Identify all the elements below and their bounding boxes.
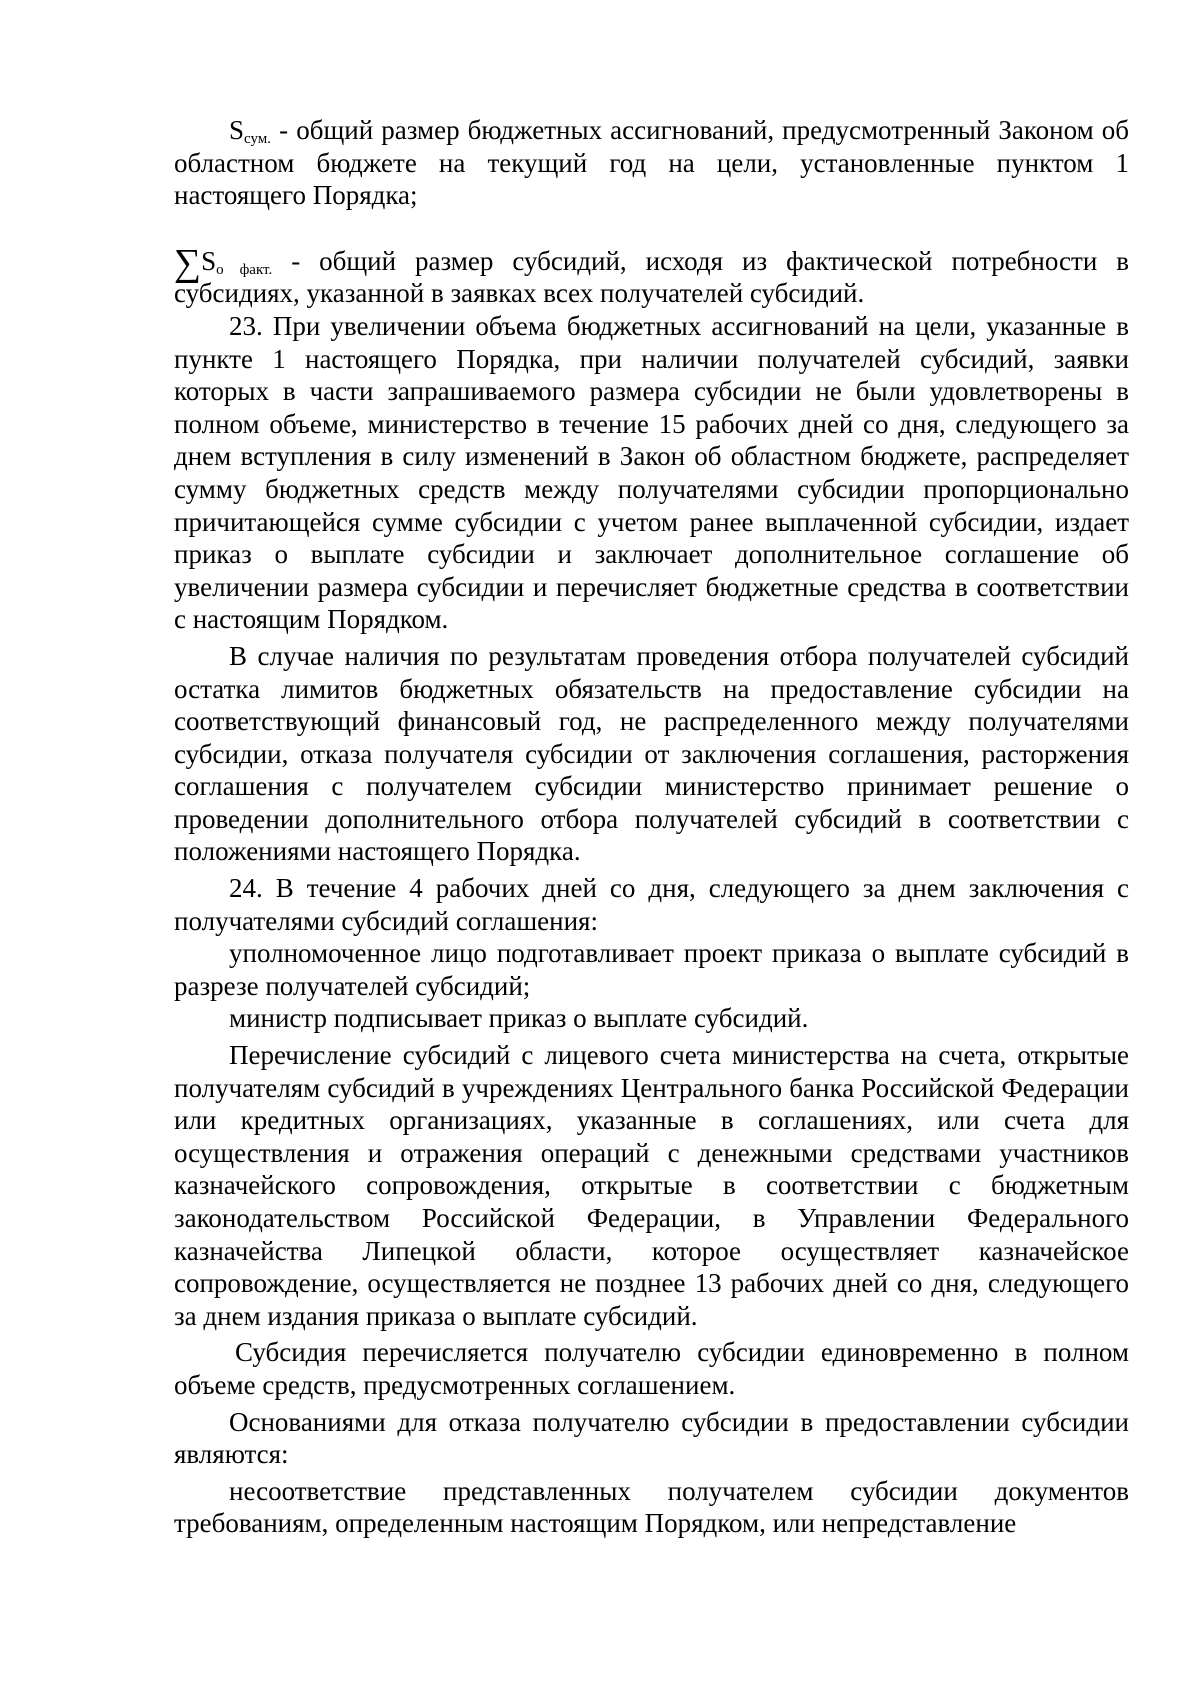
document-body bbox=[174, 114, 1129, 1540]
paragraph-lump-sum: Субсидия перечисляется получателю субсидии единовременно в полном объеме средств, предусмотренных соглашением. bbox=[174, 1337, 1129, 1400]
s-sum-text: - общий размер бюджетных ассигнований, предусмотренный Законом об областном бюджете на текущий год на цели, установленные пунктом 1 настоящего Порядка; bbox=[174, 115, 1129, 211]
s-sum-subscript: сум. bbox=[244, 131, 272, 147]
paragraph-23: 23. При увеличении объема бюджетных ассигнований на цели, указанные в пункте 1 настоящего Порядка, при наличии получателей субсидий, заявки которых в части запрашиваемого размера субсидии не были удовлетворены в полном объеме, министерство в течение 15 рабочих дней со дня, следующего за днем вступления в силу изменений в Закон об областном бюджете, распределяет сумму бюджетных средств между получателями субсидии пропорционально причитающейся сумме субсидии с учетом ранее выплаченной субсидии, издает приказ о выплате субсидии и заключает дополнительное соглашение об увеличении размера субсидии и перечисляет бюджетные средства в соответствии с настоящим Порядком. bbox=[174, 310, 1129, 635]
sum-symbol: ∑ bbox=[174, 241, 202, 284]
paragraph-minister-signs: министр подписывает приказ о выплате субсидий. bbox=[229, 1003, 809, 1034]
s-fact-definition bbox=[174, 241, 1129, 310]
s-sum-definition bbox=[174, 114, 1129, 212]
s-fact-text: - общий размер субсидий, исходя из фактической потребности в субсидиях, указанной в заявках всех получателей субсидий. bbox=[174, 245, 1129, 309]
paragraph-additional-selection: В случае наличия по результатам проведения отбора получателей субсидий остатка лимитов бюджетных обязательств на предоставление субсидии на соответствующий финансовый год, не распределенного между получателями субсидии, отказа получателя субсидии от заключения соглашения, расторжения соглашения с получателем субсидии министерство принимает решение о проведении дополнительного отбора получателей субсидий в соответствии с положениями настоящего Порядка. bbox=[174, 640, 1129, 867]
s-fact-subscript: о факт. bbox=[216, 261, 273, 278]
s-fact-variable: S bbox=[201, 245, 217, 276]
paragraph-authorized-person: уполномоченное лицо подготавливает проект приказа о выплате субсидий в разрезе получателей субсидий; bbox=[174, 938, 1129, 1001]
paragraph-24: 24. В течение 4 рабочих дней со дня, следующего за днем заключения с получателями субсидий соглашения: bbox=[174, 873, 1129, 936]
s-sum-variable: S bbox=[229, 115, 245, 145]
paragraph-transfer: Перечисление субсидий с лицевого счета министерства на счета, открытые получателям субсидий в учреждениях Центрального банка Российской Федерации или кредитных организациях, указанные в соглашениях, или счета для осуществления и отражения операций с денежными средствами участников казначейского сопровождения, открытые в соответствии с бюджетным законодательством Российской Федерации, в Управлении Федерального казначейства Липецкой области, которое осуществляет казначейское сопровождение, осуществляется не позднее 13 рабочих дней со дня, следующего за днем издания приказа о выплате субсидий. bbox=[174, 1040, 1129, 1331]
paragraph-nonconformity: несоответствие представленных получателем субсидии документов требованиям, определенным настоящим Порядком, или непредставление bbox=[174, 1475, 1129, 1539]
paragraph-refusal-grounds: Основаниями для отказа получателю субсидии в предоставлении субсидии являются: bbox=[174, 1406, 1129, 1470]
